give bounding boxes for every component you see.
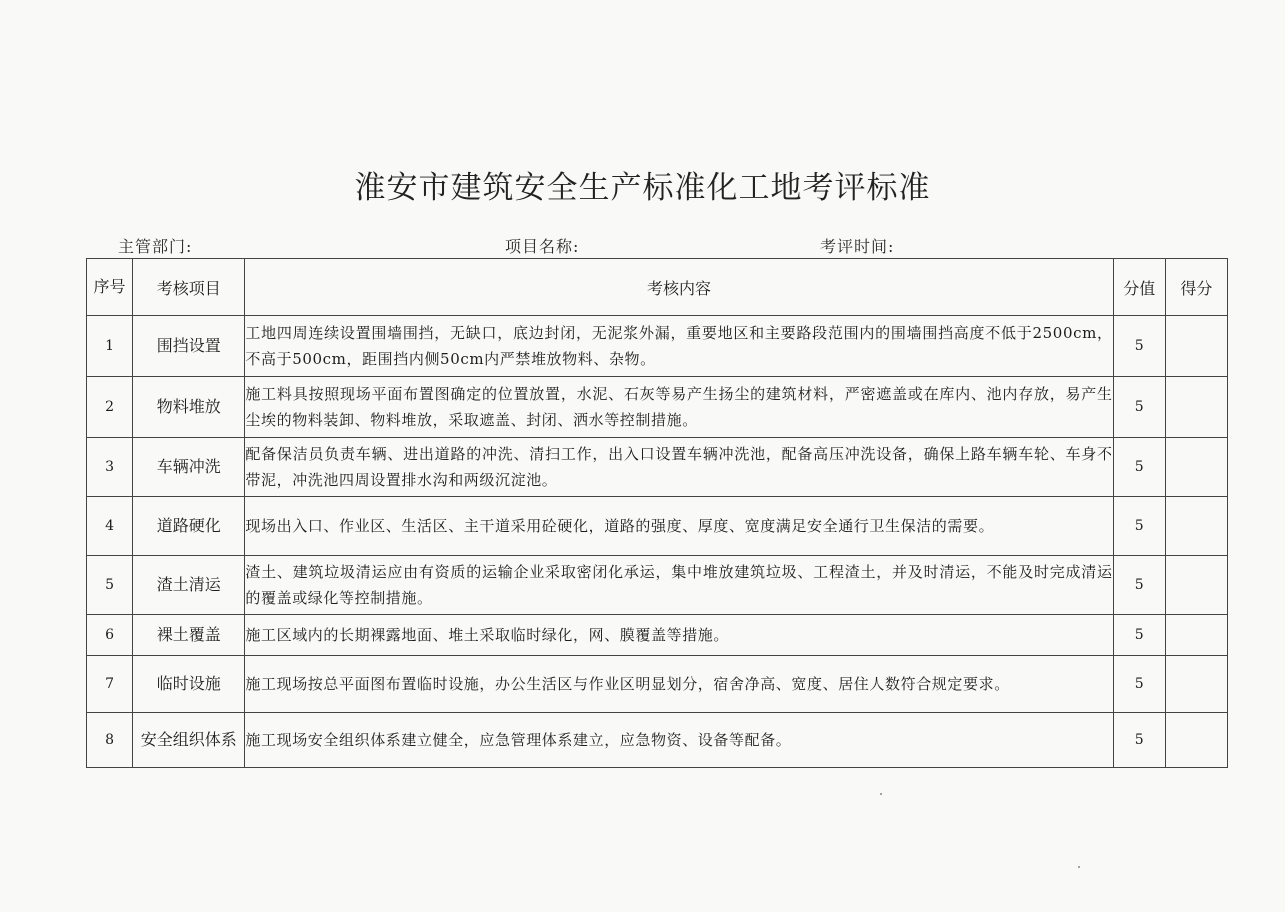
table-row (87, 438, 1228, 497)
row-score: 5 (1113, 316, 1165, 377)
row-score: 5 (1113, 713, 1165, 768)
table-row (87, 713, 1228, 768)
row-got-cell[interactable] (1165, 615, 1227, 656)
row-no: 1 (87, 316, 133, 377)
row-no: 8 (87, 713, 133, 768)
row-got-cell[interactable] (1165, 377, 1227, 438)
table-row (87, 497, 1228, 556)
row-no: 2 (87, 377, 133, 438)
row-content: 施工区域内的长期裸露地面、堆土采取临时绿化，网、膜覆盖等措施。 (245, 615, 1113, 656)
header-content: 考核内容 (245, 259, 1113, 316)
header-item: 考核项目 (133, 259, 245, 316)
table-row (87, 556, 1228, 615)
row-no: 7 (87, 656, 133, 713)
department-label: 主管部门: (118, 237, 193, 256)
table-row (87, 316, 1228, 377)
row-got-cell[interactable] (1165, 497, 1227, 556)
table-row (87, 377, 1228, 438)
row-item: 物料堆放 (133, 377, 245, 438)
row-got-cell[interactable] (1165, 556, 1227, 615)
table-row (87, 656, 1228, 713)
evaluation-time-label: 考评时间: (820, 237, 895, 256)
row-score: 5 (1113, 556, 1165, 615)
row-content: 施工现场按总平面图布置临时设施，办公生活区与作业区明显划分，宿舍净高、宽度、居住人数符合规定要求。 (245, 656, 1113, 713)
header-got: 得分 (1165, 259, 1227, 316)
row-item: 车辆冲洗 (133, 438, 245, 497)
scan-speck (1078, 866, 1080, 868)
row-item: 裸土覆盖 (133, 615, 245, 656)
table-row (87, 615, 1228, 656)
row-no: 6 (87, 615, 133, 656)
header-score: 分值 (1113, 259, 1165, 316)
row-content: 配备保洁员负责车辆、进出道路的冲洗、清扫工作，出入口设置车辆冲洗池，配备高压冲洗设备，确保上路车辆车轮、车身不带泥，冲洗池四周设置排水沟和两级沉淀池。 (245, 438, 1113, 497)
document-title: 淮安市建筑安全生产标准化工地考评标准 (354, 170, 931, 206)
row-no: 3 (87, 438, 133, 497)
row-got-cell[interactable] (1165, 438, 1227, 497)
row-no: 4 (87, 497, 133, 556)
row-score: 5 (1113, 497, 1165, 556)
row-item: 渣土清运 (133, 556, 245, 615)
row-got-cell[interactable] (1165, 316, 1227, 377)
row-score: 5 (1113, 377, 1165, 438)
row-content: 渣土、建筑垃圾清运应由有资质的运输企业采取密闭化承运，集中堆放建筑垃圾、工程渣土，并及时清运，不能及时完成清运的覆盖或绿化等控制措施。 (245, 556, 1113, 615)
row-got-cell[interactable] (1165, 713, 1227, 768)
row-score: 5 (1113, 438, 1165, 497)
row-content: 施工料具按照现场平面布置图确定的位置放置，水泥、石灰等易产生扬尘的建筑材料，严密遮盖或在库内、池内存放，易产生尘埃的物料装卸、物料堆放，采取遮盖、封闭、洒水等控制措施。 (245, 377, 1113, 438)
scan-speck (880, 793, 882, 795)
row-content: 施工现场安全组织体系建立健全，应急管理体系建立，应急物资、设备等配备。 (245, 713, 1113, 768)
row-score: 5 (1113, 656, 1165, 713)
row-no: 5 (87, 556, 133, 615)
row-item: 安全组织体系 (133, 713, 245, 768)
table-header-row (87, 259, 1228, 316)
row-content: 工地四周连续设置围墙围挡，无缺口，底边封闭，无泥浆外漏，重要地区和主要路段范围内的围墙围挡高度不低于2500cm，不高于500cm，距围挡内侧50cm内严禁堆放物料、杂物。 (245, 316, 1113, 377)
evaluation-table (86, 258, 1228, 768)
row-score: 5 (1113, 615, 1165, 656)
row-item: 围挡设置 (133, 316, 245, 377)
row-content: 现场出入口、作业区、生活区、主干道采用砼硬化，道路的强度、厚度、宽度满足安全通行卫生保洁的需要。 (245, 497, 1113, 556)
row-got-cell[interactable] (1165, 656, 1227, 713)
project-name-label: 项目名称: (505, 237, 580, 256)
header-no: 序号 (87, 259, 133, 316)
row-item: 临时设施 (133, 656, 245, 713)
row-item: 道路硬化 (133, 497, 245, 556)
